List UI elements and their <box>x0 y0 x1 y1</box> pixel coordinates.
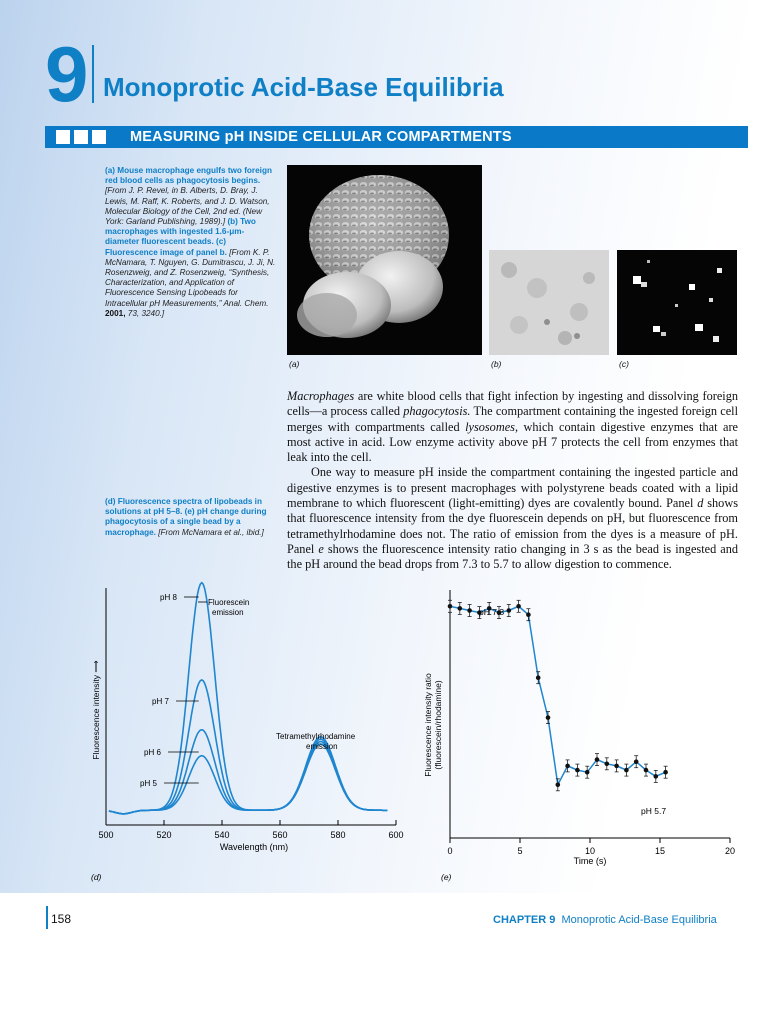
chapter-divider <box>92 45 94 103</box>
caption-c-pages: 73, 3240.] <box>127 308 165 318</box>
caption-b-label: (b) Two macrophages with ingested 1.6-μm-diameter fluorescent beads. <box>105 217 256 247</box>
photo-label-a: (a) <box>289 359 300 369</box>
chart-d-panel-label: (d) <box>91 872 102 882</box>
chart-e-tick-20: 20 <box>724 846 736 856</box>
chart-d-tick-560: 560 <box>272 830 288 840</box>
chart-d-series-label-ph5: pH 5 <box>140 779 157 788</box>
chart-e-data-point <box>565 764 570 769</box>
chart-e-data-point <box>507 608 512 613</box>
chart-e-tick-0: 0 <box>447 846 453 856</box>
footer-divider <box>46 906 48 929</box>
chart-e-data-point <box>644 768 649 773</box>
p1-text-a: are white blood cells that fight infection by ingesting and dissolving foreign cells—a process called <box>287 389 738 419</box>
chart-e-tick-10: 10 <box>584 846 596 856</box>
chart-e-data-point <box>614 764 619 769</box>
chart-e-ylabel-2: (fluorescein/rhodamine) <box>433 680 443 770</box>
caption-c-label: (c) Fluorescence image of panel b. <box>105 237 227 257</box>
figure-caption-top <box>105 166 277 319</box>
page-number: 158 <box>51 912 72 926</box>
banner-square-icon <box>92 130 106 144</box>
chart-e-data-point <box>536 675 541 680</box>
caption-c-source: [From K. P. McNamara, T. Nguyen, G. Dumitrascu, J. Ji, N. Rosenzweig, and Z. Rosenzweig, “Synthesis, Characterization, and Application of Fluorescence Sensing Lipobeads for Intracellular pH Measurements,” Anal. Chem. <box>105 247 276 308</box>
chart-e-ph-time <box>420 580 750 886</box>
chart-d-series-label-ph7: pH 7 <box>152 697 169 706</box>
chapter-number: 9 <box>45 30 87 118</box>
chart-e-tick-15: 15 <box>654 846 666 856</box>
chapter-title: Monoprotic Acid-Base Equilibria <box>103 72 504 102</box>
p2-panel-d: d <box>697 496 704 511</box>
chart-e-annotation-ph57: pH 5.7 <box>641 806 667 816</box>
caption-a-label: (a) Mouse macrophage engulfs two foreign red blood cells as phagocytosis begins. <box>105 166 272 186</box>
chart-e-data-point <box>575 768 580 773</box>
footer-chapter-number: CHAPTER 9 <box>493 914 556 926</box>
chart-e-data-point <box>595 757 600 762</box>
chart-d-xlabel: Wavelength (nm) <box>219 842 289 852</box>
chart-e-data-point <box>605 762 610 767</box>
caption-e-label: (e) pH change during phagocytosis of a single bead by a macrophage. <box>105 507 267 537</box>
p2-text-b: shows that fluorescence intensity from the dye fluorescein depends on pH, but fluorescence from tetramethylrhodamine does not. The ratio of emission from the dyes is a measure of pH. Panel <box>287 496 738 556</box>
chart-d-fluorescence-spectra <box>86 580 416 886</box>
chart-d-series-label-ph8: pH 8 <box>160 593 177 602</box>
chart-e-ylabel: Fluorescence intensity ratio <box>423 673 433 777</box>
p2-text-c: shows the fluorescence intensity ratio changing in 3 s as the bead is ingested and the pH around the bead drops from 7.3 to 5.7 to allow digestion to commence. <box>287 541 738 572</box>
term-lysosomes: lysosomes, <box>465 419 519 434</box>
photo-fluorescence-image <box>617 250 737 355</box>
term-phagocytosis: phagocytosis. <box>403 404 471 419</box>
banner-square-icon <box>74 130 88 144</box>
footer-title-text: Monoprotic Acid-Base Equilibria <box>561 914 717 926</box>
chart-d-annotation-rhodamine: Tetramethylrhodamine <box>276 732 356 741</box>
p1-text-c: which contain digestive enzymes that are most active in acid. Low enzyme activity above pH 7 protects the cell from enzymes that leak into the cell. <box>287 419 738 465</box>
paragraph-1 <box>287 389 738 465</box>
photo-macrophages-with-beads <box>489 250 609 355</box>
p2-panel-e: e <box>318 541 324 556</box>
chart-e-xlabel: Time (s) <box>573 856 607 866</box>
caption-mid-source: [From McNamara et al., ibid.] <box>158 527 264 537</box>
photo-label-c: (c) <box>619 359 629 369</box>
chart-e-data-point <box>448 604 453 609</box>
chart-d-curve-ph6 <box>109 730 387 814</box>
chart-e-data-point <box>467 608 472 613</box>
chart-d-tick-580: 580 <box>330 830 346 840</box>
chart-d-tick-520: 520 <box>156 830 172 840</box>
paragraph-2 <box>287 465 738 572</box>
caption-c-year: 2001, <box>105 308 126 318</box>
figure-caption-mid <box>105 497 277 538</box>
chart-e-data-point <box>634 759 639 764</box>
chart-e-annotation-ph73: pH 7.3 <box>479 607 505 617</box>
chart-d-annotation-emission-2: emission <box>306 742 338 751</box>
chart-e-data-point <box>585 770 590 775</box>
footer-chapter-title <box>493 914 717 926</box>
caption-a-source: [From J. P. Revel, in B. Alberts, D. Bray, J. Lewis, M. Raff, K. Roberts, and J. D. Watson, Molecular Biology of the Cell, 2nd ed. (New York: Garland Publishing, 1989).] <box>105 186 270 227</box>
chart-e-data-point <box>556 783 561 788</box>
chart-e-data-point <box>516 604 521 609</box>
chart-d-ylabel: Fluorescence intensity ⟶ <box>91 660 101 760</box>
banner-square-icon <box>56 130 70 144</box>
photo-label-b: (b) <box>491 359 502 369</box>
chart-e-series-line <box>450 606 666 785</box>
chart-e-panel-label: (e) <box>441 872 452 882</box>
chart-d-tick-600: 600 <box>388 830 404 840</box>
body-text <box>287 389 738 573</box>
chart-e-data-point <box>546 715 551 720</box>
term-macrophages: Macrophages <box>287 389 355 403</box>
chart-e-data-point <box>526 612 531 617</box>
p2-text-a: One way to measure pH inside the compartment containing the ingested particle and digestive enzymes is to present macrophages with polystyrene beads coated with a lipid membrane to which fluorescent (light-emitting) dyes are covalently bound. Panel <box>287 465 738 511</box>
page-bottom-margin <box>0 893 768 1024</box>
chart-d-tick-500: 500 <box>98 830 114 840</box>
chart-d-annotation-fluorescein: Fluorescein <box>208 598 250 607</box>
chart-e-data-point <box>458 606 463 611</box>
p1-text-b: The compartment containing the ingested foreign cell merges with compartments called <box>287 404 738 434</box>
chart-e-data-point <box>624 768 629 773</box>
chart-e-tick-5: 5 <box>517 846 523 856</box>
chart-d-tick-540: 540 <box>214 830 230 840</box>
photo-macrophage-sem <box>287 165 482 355</box>
chart-e-data-point <box>654 774 659 779</box>
chart-d-annotation-emission-1: emission <box>212 608 244 617</box>
chart-d-series-label-ph6: pH 6 <box>144 748 161 757</box>
section-title: MEASURING pH INSIDE CELLULAR COMPARTMENTS <box>130 129 512 145</box>
caption-d-label: (d) Fluorescence spectra of lipobeads in solutions at pH 5–8. <box>105 497 262 517</box>
chart-e-data-point <box>663 770 668 775</box>
